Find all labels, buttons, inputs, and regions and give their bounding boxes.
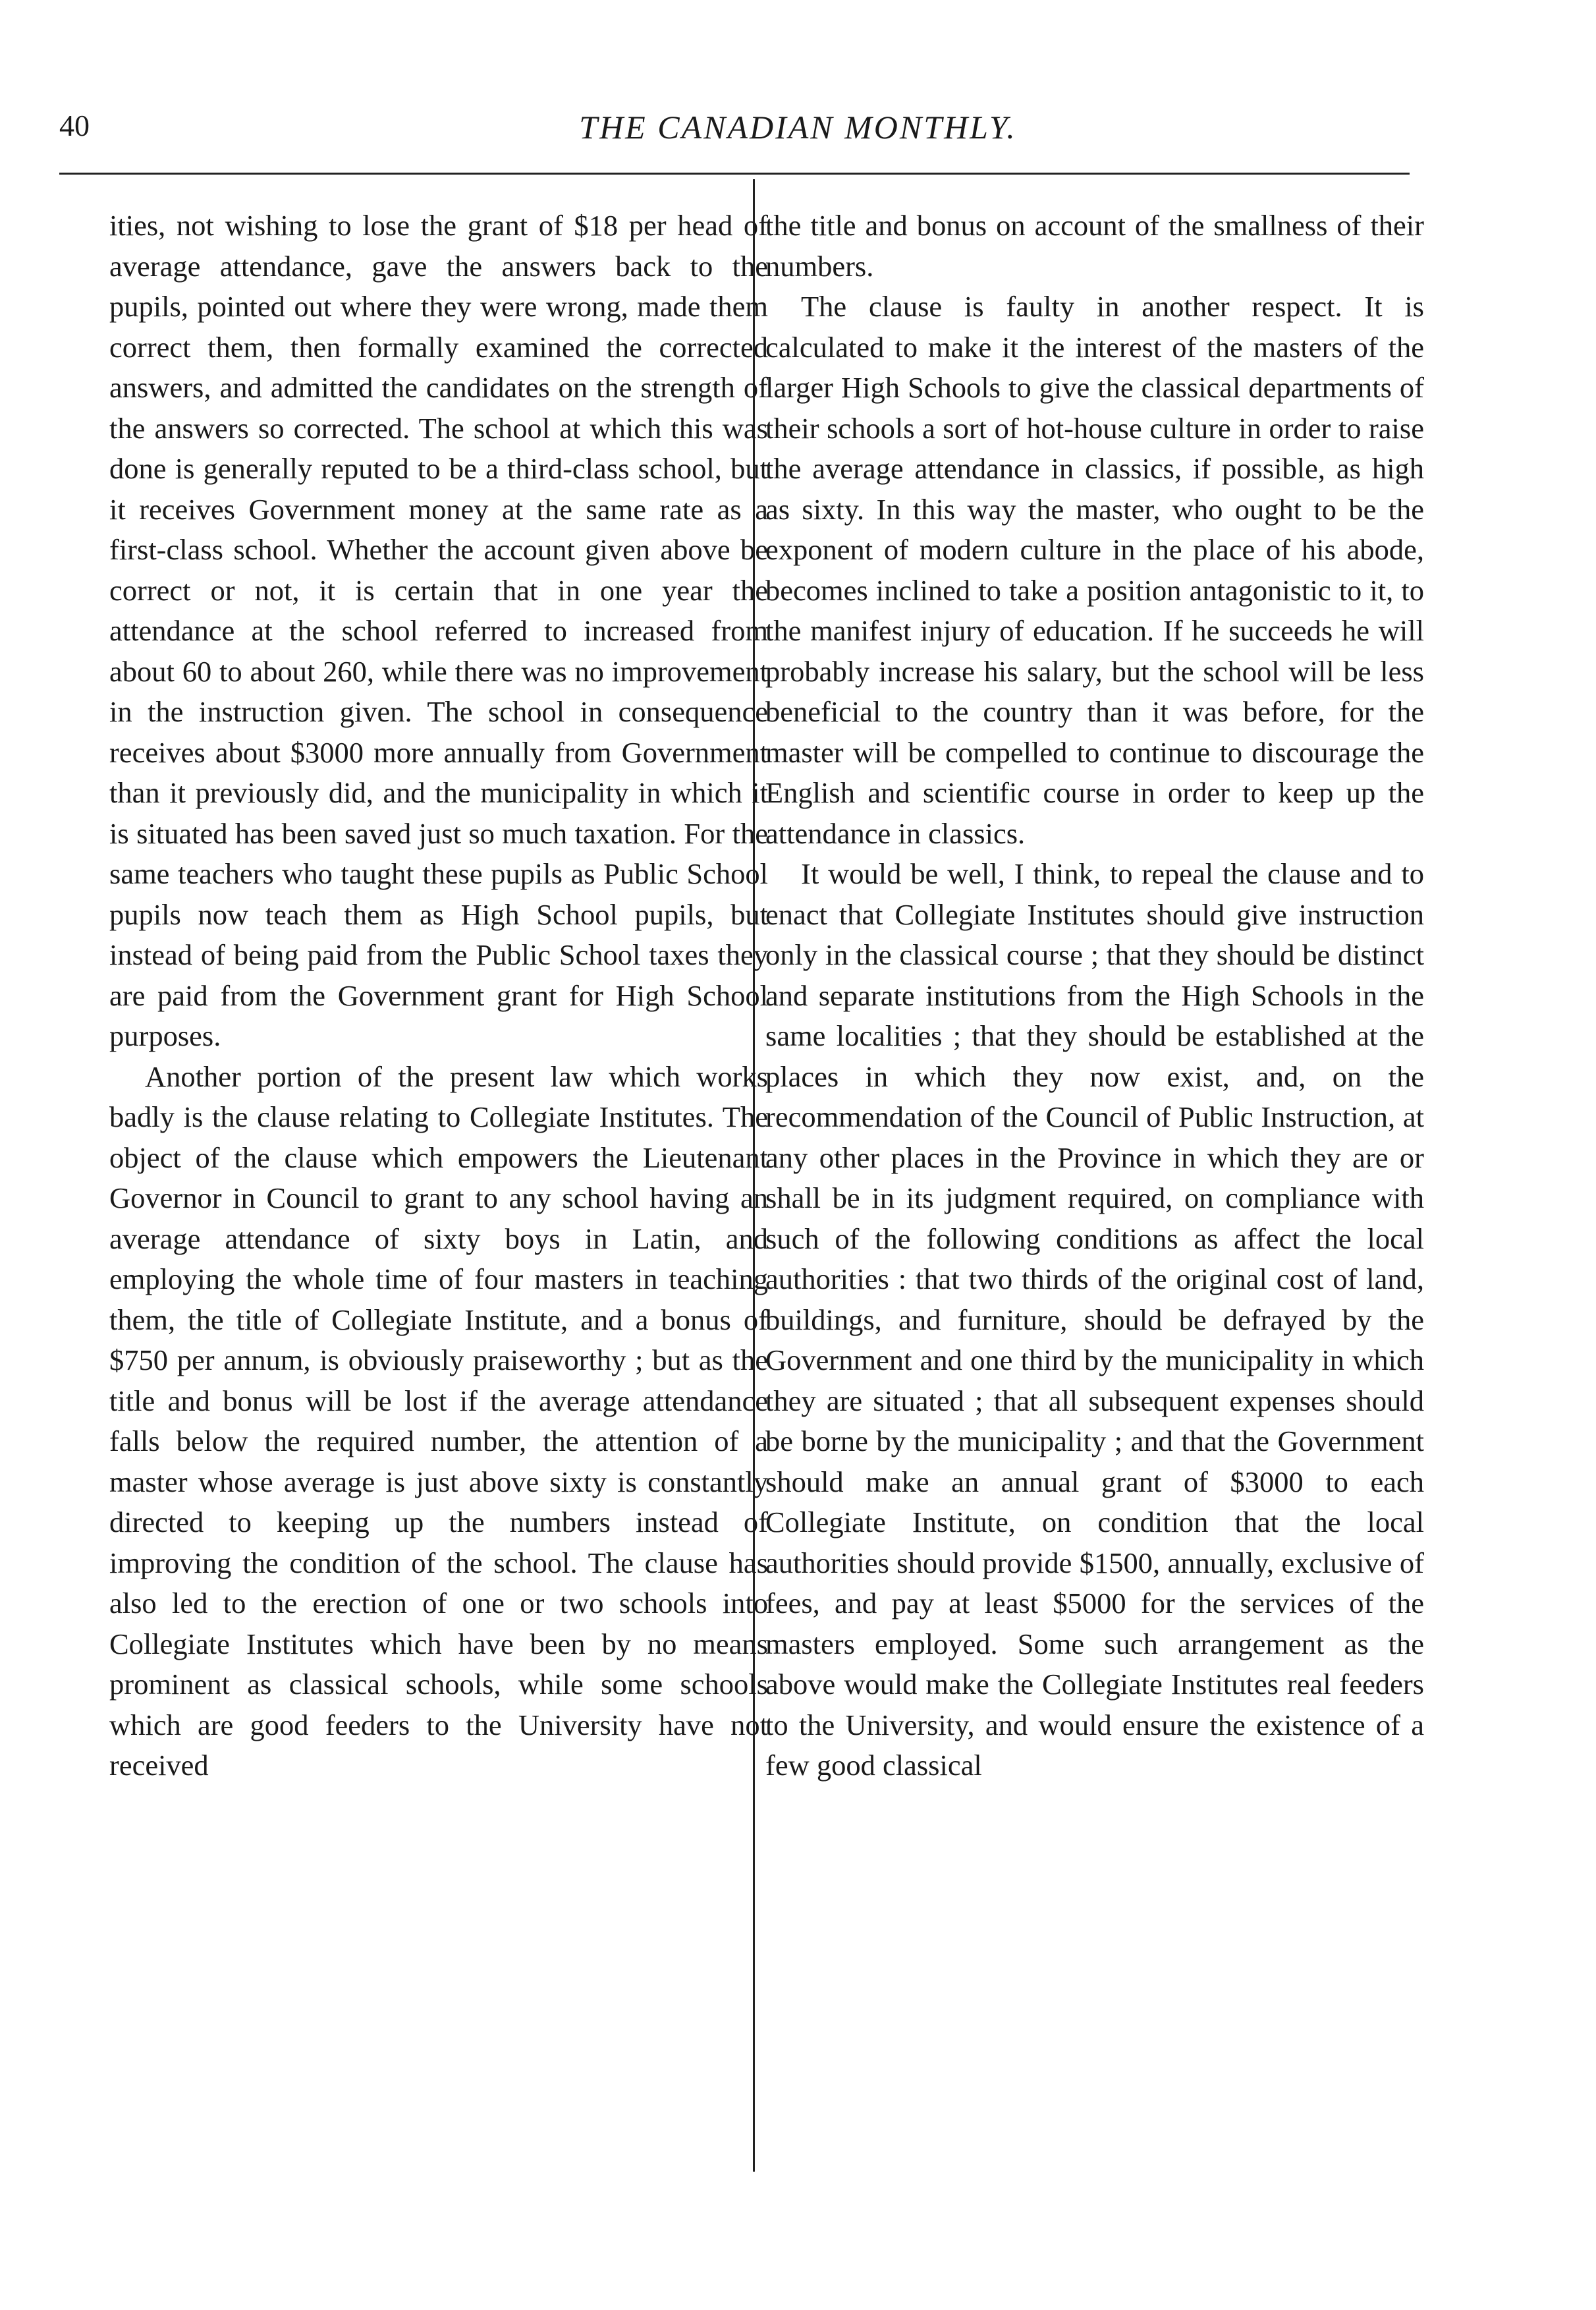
right-column: [765, 206, 1424, 1786]
header-rule: [59, 173, 1410, 175]
right-paragraph-3: It would be well, I think, to repeal the clause and to enact that Collegiate Institutes should give instruction only in the classical course ; that they should be distinct and separate institutions from the High Schools in the same localities ; that they should be established at the places in which they now exist, and, on the recommendation of the Council of Public Instruction, at any other places in the Province in which they are or shall be in its judgment required, on compliance with such of the following conditions as affect the local authorities : that two thirds of the original cost of land, buildings, and furniture, should be defrayed by the Government and one third by the municipality in which they are situated ; that all subsequent expenses should be borne by the municipality ; and that the Government should make an annual grant of $3000 to each Collegiate Institute, on condition that the local authorities should provide $1500, annually, exclusive of fees, and pay at least $5000 for the services of the masters employed. Some such arrangement as the above would make the Collegiate Institutes real feeders to the University, and would ensure the existence of a few good classical: [765, 857, 1424, 1782]
left-paragraph-1: ities, not wishing to lose the grant of $18 per head of average attendance, gave the answers back to the pupils, pointed out where they were wrong, made them correct them, then formally examined the corrected answers, and admitted the candidates on the strength of the answers so corrected. The school at which this was done is generally reputed to be a third-class school, but it receives Government money at the same rate as a first-class school. Whether the account given above be correct or not, it is certain that in one year the attendance at the school referred to increased from about 60 to about 260, while there was no improvement in the instruction given. The school in consequence receives about $3000 more annually from Government than it previously did, and the municipality in which it is situated has been saved just so much taxation. For the same teachers who taught these pupils as Public School pupils now teach them as High School pupils, but instead of being paid from the Public School taxes they are paid from the Government grant for High School purposes.: [109, 209, 768, 1052]
page-number: 40: [59, 109, 90, 142]
left-paragraph-2: Another portion of the present law which works badly is the clause relating to Collegiate Institutes. The object of the clause which empowers the Lieutenant Governor in Council to grant to any school having an average attendance of sixty boys in Latin, and employing the whole time of four masters in teaching them, the title of Collegiate Institute, and a bonus of $750 per annum, is obviously praiseworthy ; but as the title and bonus will be lost if the average attendance falls below the required number, the attention of a master whose average is just above sixty is constantly directed to keeping up the numbers instead of improving the condition of the school. The clause has also led to the erection of one or two schools into Collegiate Institutes which have been by no means prominent as classical schools, while some schools which are good feeders to the University have not received: [109, 1059, 768, 1782]
right-paragraph-2: The clause is faulty in another respect. It is calculated to make it the interest of the masters of the larger High Schools to give the classical departments of their schools a sort of hot-house culture in order to raise the average attendance in classics, if possible, as high as sixty. In this way the master, who ought to be the exponent of modern culture in the place of his abode, becomes inclined to take a position antagonistic to it, to the manifest injury of education. If he succeeds he will probably increase his salary, but the school will be less beneficial to the country than it was before, for the master will be compelled to continue to discourage the English and scientific course in order to keep up the attendance in classics.: [765, 290, 1424, 850]
left-column: [109, 206, 768, 1786]
right-paragraph-1: the title and bonus on account of the smallness of their numbers.: [765, 209, 1424, 283]
running-title: THE CANADIAN MONTHLY.: [579, 109, 1017, 146]
